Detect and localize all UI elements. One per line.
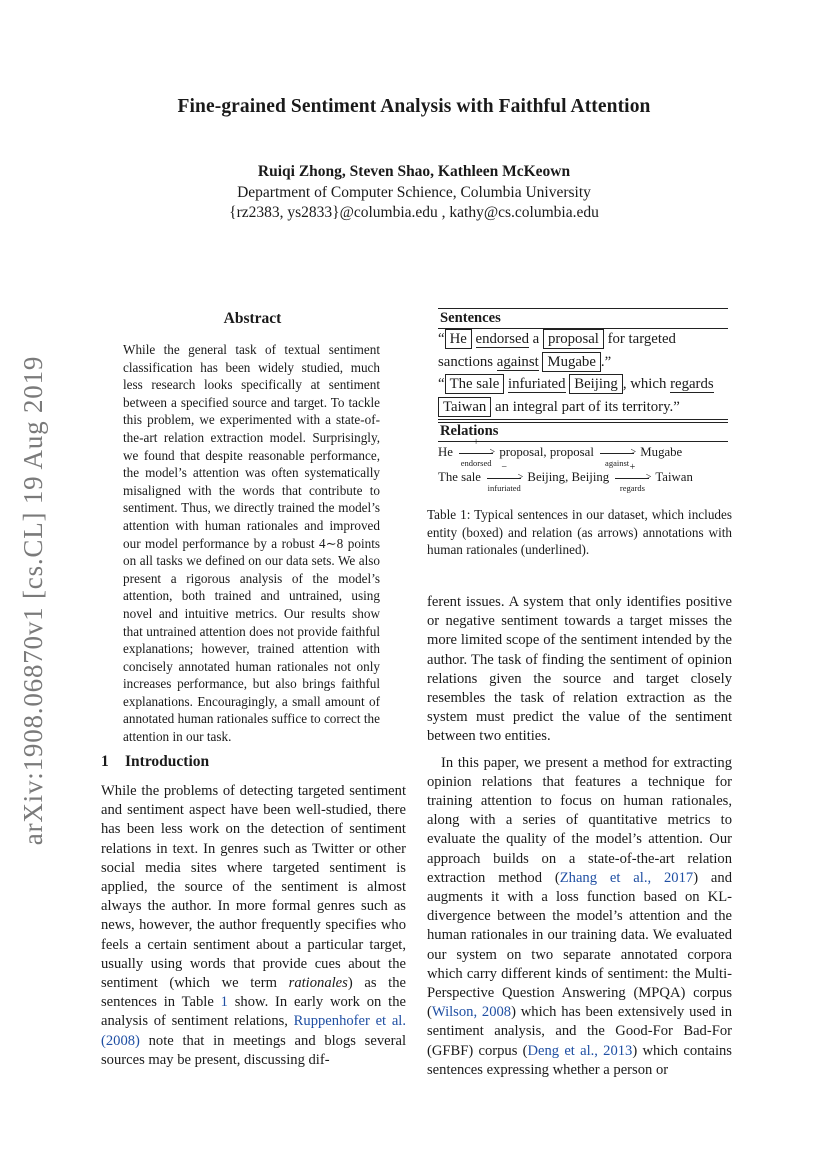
relation-source: proposal bbox=[549, 445, 594, 459]
relation-arrow: + > endorsed bbox=[459, 446, 493, 460]
entity-box: The sale bbox=[445, 374, 505, 394]
polarity-sign: − bbox=[614, 437, 620, 449]
text-run: a bbox=[528, 331, 543, 347]
table-header-sentences: Sentences bbox=[440, 310, 501, 326]
arrow-label: infuriated bbox=[487, 483, 521, 494]
relation-target: Taiwan bbox=[655, 470, 693, 484]
arrow-label: regards bbox=[619, 483, 645, 494]
paper-title: Fine-grained Sentiment Analysis with Faithful Attention bbox=[177, 96, 651, 117]
entity-box: Taiwan bbox=[438, 397, 491, 417]
text-run: While the problems of detecting targeted sentiment and sentiment aspect have been well-studied, there has been less work on the detection of sentiment relations in text. In genres such as Twitter or other social media sites where targeted sentiment is applied, the source of the sentiment is almost always the author. In more formal genres such as news, however, the author frequently specifies who feels a certain sentiment about a particular target, usually using words that provide cues about the sentiment (which we term bbox=[101, 783, 406, 992]
arxiv-identifier: arXiv:1908.06870v1 [cs.CL] 19 Aug 2019 bbox=[18, 355, 49, 845]
text-run: ) which contains sentences expressing whether a person or bbox=[427, 1042, 732, 1078]
rationale-underline: endorsed bbox=[475, 331, 529, 347]
relation-target: Beijing, bbox=[527, 470, 569, 484]
intro-paragraph bbox=[101, 782, 406, 1070]
text-run: an integral part of its territory.” bbox=[491, 399, 680, 415]
section-heading-introduction bbox=[101, 753, 209, 771]
quote: “ bbox=[438, 376, 445, 392]
text-run: show. In early work on the analysis of sentiment relations, bbox=[101, 994, 406, 1030]
rationale-underline: against bbox=[496, 354, 539, 370]
relation-source: He bbox=[438, 445, 453, 459]
table-sentence-1b bbox=[438, 354, 611, 371]
rationale-underline: regards bbox=[670, 376, 714, 392]
relation-source: The sale bbox=[438, 470, 481, 484]
text-run: sanctions bbox=[438, 354, 497, 370]
entity-box: He bbox=[445, 329, 472, 349]
relation-target: proposal, bbox=[499, 445, 547, 459]
abstract-text: While the general task of textual sentiment classification has been widely studied, much less research looks specifically at sentiment between a specified source and target. To tackle this problem, we experimented with a state-of-the-art relation extraction model. Surprisingly, we found that despite reasonable performance, the model’s attention was often systematically misaligned with the words that contribute to sentiment. Thus, we directly trained the model’s attention with human rationales and improved our model performance by a robust 4∼8 points on all tasks we defined on our data sets. We also present a rigorous analysis of the model’s attention, both trained and untrained, using novel and intuitive metrics. Our results show that untrained attention does not provide faithful explanations; however, trained attention with concisely annotated human rationales not only increases performance, but also brings faithful explanations. Encouragingly, a small amount of annotated human rationales suffice to correct the attention in our task. bbox=[123, 342, 380, 745]
intro-paragraph bbox=[427, 754, 732, 1080]
author-list: Ruiqi Zhong, Steven Shao, Kathleen McKeown bbox=[257, 163, 571, 180]
text-run: for targeted bbox=[603, 331, 676, 347]
arrow-label: endorsed bbox=[460, 458, 492, 469]
polarity-sign: + bbox=[473, 437, 479, 449]
arrow-label: against bbox=[605, 458, 630, 469]
text-run: , which bbox=[622, 376, 671, 392]
relation-target: Mugabe bbox=[640, 445, 683, 459]
abstract-heading: Abstract bbox=[223, 310, 282, 327]
polarity-sign: + bbox=[629, 462, 636, 474]
citation-link[interactable]: Zhang et al., 2017 bbox=[559, 869, 694, 886]
text-run: ) and augments it with a loss function based on KL-divergence between the model’s attention and the human rationales in our training data. We evaluated our system on two separate annotated corpora which carry different kinds of sentiment: the Multi-Perspective Question Answering (MPQA) corpus ( bbox=[427, 869, 732, 1021]
relation-arrow: − > against bbox=[600, 446, 634, 460]
text-run: In this paper, we present a method for extracting opinion relations that features a technique for training attention to focus on human rationales, along with a series of quantitative metrics to evaluate the quality of the model’s attention. Our approach builds on a state-of-the-art relation extraction method ( bbox=[427, 754, 732, 886]
citation-link[interactable]: Deng et al., 2013 bbox=[527, 1042, 633, 1059]
entity-box: proposal bbox=[543, 329, 604, 349]
entity-box: Beijing bbox=[569, 374, 623, 394]
section-title: Introduction bbox=[125, 753, 210, 770]
table-rule bbox=[438, 308, 728, 309]
intro-column-left bbox=[101, 782, 406, 1070]
polarity-sign: − bbox=[501, 462, 508, 474]
text-run: note that in meetings and blogs several sources may be present, discussing dif- bbox=[101, 1032, 406, 1068]
table-sentence-1a bbox=[438, 331, 676, 348]
relation-arrow: − > infuriated bbox=[487, 471, 521, 485]
text-run: ) which has been extensively used in sentiment analysis, and the Good-For Bad-For (GFBF) corpus ( bbox=[427, 1004, 733, 1059]
quote: .” bbox=[600, 354, 612, 370]
relation-row-1 bbox=[438, 437, 683, 469]
intro-column-right bbox=[427, 593, 732, 1080]
quote: “ bbox=[438, 331, 445, 347]
table-rule bbox=[438, 419, 728, 420]
citation-link[interactable]: Ruppenhofer et al. (2008) bbox=[101, 1013, 406, 1049]
table-sentence-2b bbox=[438, 399, 680, 416]
intro-paragraph: ferent issues. A system that only identifies positive or negative sentiment towards a target misses the more limited scope of the sentiment intended by the author. The task of finding the sentiment of opinion relations given the source and target closely resembles the task of relation extraction as the system must predict the value of the sentiment between two entities. bbox=[427, 594, 732, 745]
table-sentence-2a bbox=[438, 376, 714, 393]
term-rationales: rationales bbox=[288, 975, 348, 992]
citation-link[interactable]: Wilson, 2008 bbox=[431, 1004, 512, 1021]
table-reference-link[interactable]: 1 bbox=[220, 994, 228, 1011]
table-header-relations: Relations bbox=[440, 423, 499, 439]
arxiv-stamp bbox=[16, 340, 52, 860]
affiliation: Department of Computer Schience, Columbia University bbox=[237, 184, 591, 201]
table-1-caption: Table 1: Typical sentences in our dataset, which includes entity (boxed) and relation (as arrows) annotations with human rationales (underlined). bbox=[427, 507, 732, 558]
relation-arrow: + > regards bbox=[615, 471, 649, 485]
relation-source: Beijing bbox=[571, 470, 610, 484]
author-emails: {rz2383, ys2833}@columbia.edu , kathy@cs.columbia.edu bbox=[229, 204, 599, 221]
rationale-underline: infuriated bbox=[508, 376, 566, 392]
text-run: ) as the sentences in Table bbox=[101, 975, 406, 1011]
section-number: 1 bbox=[101, 753, 109, 770]
entity-box: Mugabe bbox=[542, 352, 601, 372]
